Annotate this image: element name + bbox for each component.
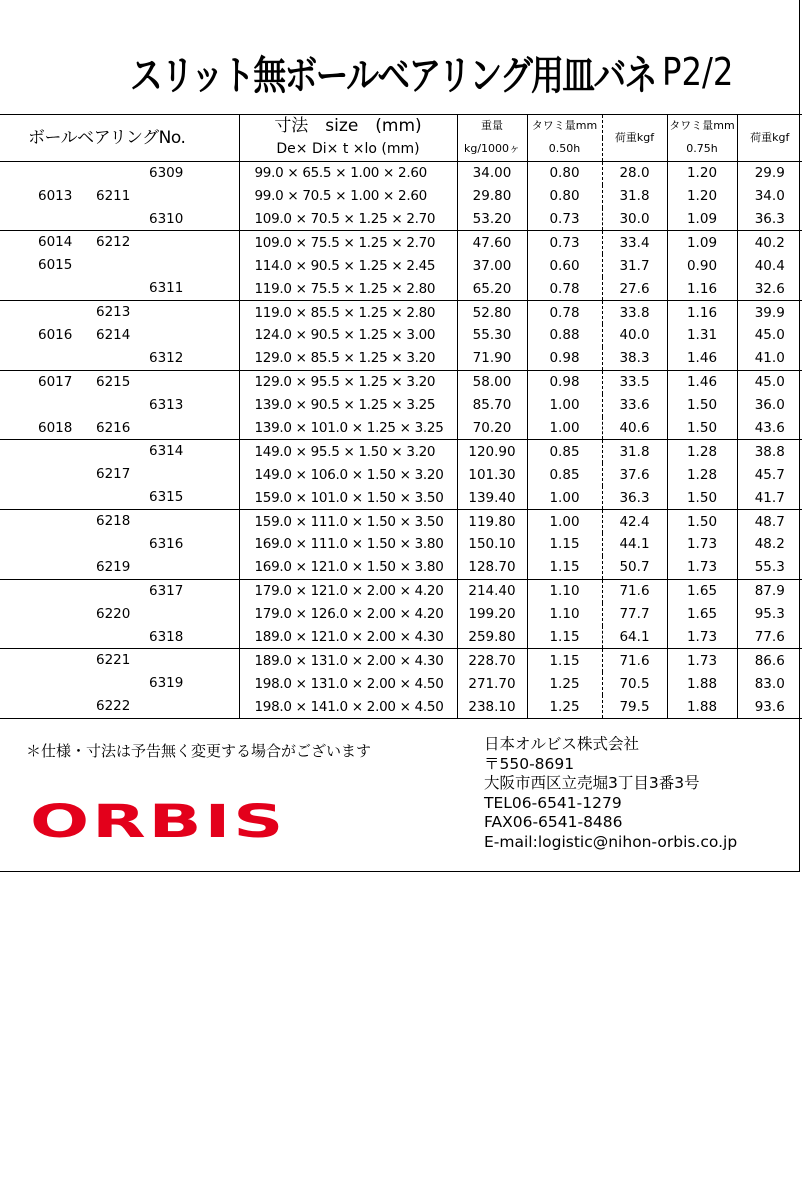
header-deflection-1-ratio: 0.50h xyxy=(527,138,602,161)
size-cell: 169.0 × 121.0 × 1.50 × 3.80 xyxy=(239,556,457,579)
spec-table-body xyxy=(0,161,802,718)
deflection-2-cell: 1.46 xyxy=(667,347,737,370)
bearing-no-cell xyxy=(0,370,239,393)
table-row xyxy=(0,347,802,370)
header-weight-unit: kg/1000ヶ xyxy=(457,138,527,161)
table-row xyxy=(0,161,802,184)
bearing-no-cell xyxy=(0,695,239,718)
deflection-2-cell: 1.28 xyxy=(667,440,737,463)
weight-cell: 199.20 xyxy=(457,603,527,626)
load-1-cell: 71.6 xyxy=(602,579,667,602)
load-1-cell: 40.0 xyxy=(602,324,667,347)
company-fax: FAX06-6541-8486 xyxy=(484,813,623,831)
bearing-63-series: 6319 xyxy=(149,675,184,692)
deflection-1-cell: 0.73 xyxy=(527,208,602,231)
bearing-63-series: 6316 xyxy=(149,536,184,553)
company-email[interactable]: E-mail:logistic@nihon-orbis.co.jp xyxy=(484,832,738,851)
weight-cell: 150.10 xyxy=(457,533,527,556)
load-1-cell: 31.8 xyxy=(602,440,667,463)
load-1-cell: 38.3 xyxy=(602,347,667,370)
deflection-1-cell: 1.25 xyxy=(527,672,602,695)
bearing-no-cell xyxy=(0,533,239,556)
bearing-63-series: 6310 xyxy=(149,210,184,227)
table-row xyxy=(0,208,802,231)
document-title: スリット無ボールベアリング用皿バネ xyxy=(130,53,656,99)
bearing-60-series: 6018 xyxy=(38,419,73,436)
deflection-2-cell: 0.90 xyxy=(667,254,737,277)
table-row xyxy=(0,486,802,509)
bearing-no-cell xyxy=(0,277,239,300)
orbis-logo: ORBIS xyxy=(30,795,287,849)
bearing-63-series: 6311 xyxy=(149,280,184,297)
weight-cell: 238.10 xyxy=(457,695,527,718)
table-row xyxy=(0,649,802,672)
bearing-no-cell xyxy=(0,486,239,509)
table-row xyxy=(0,556,802,579)
bearing-63-series: 6313 xyxy=(149,396,184,413)
table-row xyxy=(0,301,802,324)
deflection-2-cell: 1.73 xyxy=(667,556,737,579)
header-deflection-1: タワミ量mm xyxy=(527,115,602,138)
deflection-1-cell: 1.25 xyxy=(527,695,602,718)
weight-cell: 101.30 xyxy=(457,463,527,486)
bearing-62-series: 6222 xyxy=(96,698,131,715)
weight-cell: 65.20 xyxy=(457,277,527,300)
disclaimer-note: ＊仕様・寸法は予告無く変更する場合がございます xyxy=(26,742,372,760)
bearing-62-series: 6219 xyxy=(96,558,131,575)
size-cell: 99.0 × 70.5 × 1.00 × 2.60 xyxy=(239,185,457,208)
deflection-1-cell: 1.15 xyxy=(527,626,602,649)
size-cell: 198.0 × 131.0 × 2.00 × 4.50 xyxy=(239,672,457,695)
weight-cell: 29.80 xyxy=(457,185,527,208)
table-row xyxy=(0,370,802,393)
bearing-no-cell xyxy=(0,510,239,533)
table-row xyxy=(0,463,802,486)
load-2-cell: 83.0 xyxy=(737,672,802,695)
bearing-no-cell xyxy=(0,347,239,370)
deflection-1-cell: 0.80 xyxy=(527,185,602,208)
bearing-no-cell xyxy=(0,440,239,463)
deflection-2-cell: 1.73 xyxy=(667,649,737,672)
weight-cell: 34.00 xyxy=(457,161,527,184)
table-row xyxy=(0,417,802,440)
weight-cell: 55.30 xyxy=(457,324,527,347)
company-name: 日本オルビス株式会社 xyxy=(484,735,640,753)
load-2-cell: 41.0 xyxy=(737,347,802,370)
size-cell: 99.0 × 65.5 × 1.00 × 2.60 xyxy=(239,161,457,184)
bearing-no-cell xyxy=(0,579,239,602)
deflection-2-cell: 1.31 xyxy=(667,324,737,347)
load-1-cell: 40.6 xyxy=(602,417,667,440)
size-cell: 119.0 × 75.5 × 1.25 × 2.80 xyxy=(239,277,457,300)
bearing-60-series: 6014 xyxy=(38,234,73,251)
weight-cell: 52.80 xyxy=(457,301,527,324)
load-2-cell: 38.8 xyxy=(737,440,802,463)
load-2-cell: 48.2 xyxy=(737,533,802,556)
bearing-63-series: 6317 xyxy=(149,582,184,599)
load-1-cell: 33.6 xyxy=(602,394,667,417)
deflection-1-cell: 1.00 xyxy=(527,510,602,533)
size-cell: 129.0 × 95.5 × 1.25 × 3.20 xyxy=(239,370,457,393)
company-info xyxy=(484,735,737,852)
bearing-62-series: 6221 xyxy=(96,652,131,669)
deflection-2-cell: 1.50 xyxy=(667,417,737,440)
deflection-2-cell: 1.20 xyxy=(667,161,737,184)
company-tel: TEL06-6541-1279 xyxy=(484,793,622,812)
deflection-1-cell: 0.88 xyxy=(527,324,602,347)
bearing-no-cell xyxy=(0,231,239,254)
size-cell: 119.0 × 85.5 × 1.25 × 2.80 xyxy=(239,301,457,324)
bearing-62-series: 6216 xyxy=(96,419,131,436)
bearing-60-series: 6016 xyxy=(38,327,73,344)
bearing-no-cell xyxy=(0,161,239,184)
size-cell: 198.0 × 141.0 × 2.00 × 4.50 xyxy=(239,695,457,718)
weight-cell: 228.70 xyxy=(457,649,527,672)
bearing-63-series: 6314 xyxy=(149,443,184,460)
company-postal: 〒550-8691 xyxy=(484,754,575,773)
header-size-formula: De× Di× t ×lo (mm) xyxy=(239,138,457,161)
load-1-cell: 28.0 xyxy=(602,161,667,184)
bearing-no-cell xyxy=(0,254,239,277)
bearing-62-series: 6214 xyxy=(96,327,131,344)
deflection-1-cell: 0.98 xyxy=(527,370,602,393)
load-2-cell: 29.9 xyxy=(737,161,802,184)
company-address: 大阪市西区立売堀3丁目3番3号 xyxy=(484,774,700,792)
deflection-1-cell: 0.78 xyxy=(527,301,602,324)
deflection-2-cell: 1.20 xyxy=(667,185,737,208)
size-cell: 159.0 × 101.0 × 1.50 × 3.50 xyxy=(239,486,457,509)
bearing-63-series: 6312 xyxy=(149,349,184,366)
deflection-2-cell: 1.50 xyxy=(667,486,737,509)
deflection-2-cell: 1.50 xyxy=(667,394,737,417)
bearing-62-series: 6218 xyxy=(96,513,131,530)
deflection-1-cell: 1.10 xyxy=(527,603,602,626)
load-2-cell: 93.6 xyxy=(737,695,802,718)
bearing-no-cell xyxy=(0,463,239,486)
load-2-cell: 40.2 xyxy=(737,231,802,254)
header-deflection-2-ratio: 0.75h xyxy=(667,138,737,161)
load-1-cell: 27.6 xyxy=(602,277,667,300)
load-1-cell: 79.5 xyxy=(602,695,667,718)
deflection-1-cell: 0.60 xyxy=(527,254,602,277)
header-deflection-2: タワミ量mm xyxy=(667,115,737,138)
deflection-2-cell: 1.28 xyxy=(667,463,737,486)
deflection-1-cell: 0.80 xyxy=(527,161,602,184)
size-cell: 109.0 × 75.5 × 1.25 × 2.70 xyxy=(239,231,457,254)
deflection-1-cell: 1.00 xyxy=(527,417,602,440)
bearing-62-series: 6217 xyxy=(96,466,131,483)
deflection-1-cell: 0.78 xyxy=(527,277,602,300)
deflection-1-cell: 0.85 xyxy=(527,440,602,463)
load-2-cell: 48.7 xyxy=(737,510,802,533)
size-cell: 169.0 × 111.0 × 1.50 × 3.80 xyxy=(239,533,457,556)
bearing-63-series: 6309 xyxy=(149,164,184,181)
table-row xyxy=(0,603,802,626)
weight-cell: 85.70 xyxy=(457,394,527,417)
size-cell: 149.0 × 106.0 × 1.50 × 3.20 xyxy=(239,463,457,486)
table-row xyxy=(0,579,802,602)
bearing-62-series: 6211 xyxy=(96,187,131,204)
bearing-no-cell xyxy=(0,649,239,672)
weight-cell: 259.80 xyxy=(457,626,527,649)
weight-cell: 119.80 xyxy=(457,510,527,533)
load-2-cell: 77.6 xyxy=(737,626,802,649)
table-row xyxy=(0,533,802,556)
weight-cell: 120.90 xyxy=(457,440,527,463)
table-row xyxy=(0,185,802,208)
bearing-no-cell xyxy=(0,626,239,649)
load-2-cell: 40.4 xyxy=(737,254,802,277)
load-2-cell: 41.7 xyxy=(737,486,802,509)
size-cell: 179.0 × 121.0 × 2.00 × 4.20 xyxy=(239,579,457,602)
load-2-cell: 95.3 xyxy=(737,603,802,626)
load-2-cell: 45.0 xyxy=(737,324,802,347)
load-1-cell: 50.7 xyxy=(602,556,667,579)
weight-cell: 139.40 xyxy=(457,486,527,509)
load-1-cell: 33.5 xyxy=(602,370,667,393)
load-1-cell: 31.8 xyxy=(602,185,667,208)
size-cell: 139.0 × 90.5 × 1.25 × 3.25 xyxy=(239,394,457,417)
bearing-62-series: 6213 xyxy=(96,304,131,321)
load-1-cell: 33.8 xyxy=(602,301,667,324)
table-row xyxy=(0,626,802,649)
deflection-2-cell: 1.09 xyxy=(667,231,737,254)
deflection-1-cell: 0.85 xyxy=(527,463,602,486)
bearing-no-cell xyxy=(0,301,239,324)
load-2-cell: 32.6 xyxy=(737,277,802,300)
size-cell: 129.0 × 85.5 × 1.25 × 3.20 xyxy=(239,347,457,370)
bearing-60-series: 6017 xyxy=(38,373,73,390)
deflection-1-cell: 1.00 xyxy=(527,394,602,417)
load-1-cell: 70.5 xyxy=(602,672,667,695)
bearing-63-series: 6315 xyxy=(149,489,184,506)
bearing-60-series: 6015 xyxy=(38,257,73,274)
table-row xyxy=(0,394,802,417)
load-2-cell: 45.7 xyxy=(737,463,802,486)
load-2-cell: 34.0 xyxy=(737,185,802,208)
weight-cell: 128.70 xyxy=(457,556,527,579)
bearing-no-cell xyxy=(0,208,239,231)
size-cell: 109.0 × 70.5 × 1.25 × 2.70 xyxy=(239,208,457,231)
bearing-62-series: 6215 xyxy=(96,373,131,390)
size-cell: 179.0 × 126.0 × 2.00 × 4.20 xyxy=(239,603,457,626)
load-2-cell: 43.6 xyxy=(737,417,802,440)
weight-cell: 47.60 xyxy=(457,231,527,254)
load-1-cell: 37.6 xyxy=(602,463,667,486)
deflection-2-cell: 1.09 xyxy=(667,208,737,231)
bearing-62-series: 6220 xyxy=(96,605,131,622)
table-row xyxy=(0,672,802,695)
page-number: P2/2 xyxy=(662,50,734,94)
bearing-no-cell xyxy=(0,603,239,626)
load-1-cell: 44.1 xyxy=(602,533,667,556)
deflection-2-cell: 1.50 xyxy=(667,510,737,533)
bearing-no-cell xyxy=(0,185,239,208)
weight-cell: 37.00 xyxy=(457,254,527,277)
load-2-cell: 45.0 xyxy=(737,370,802,393)
load-1-cell: 42.4 xyxy=(602,510,667,533)
bearing-no-cell xyxy=(0,672,239,695)
weight-cell: 214.40 xyxy=(457,579,527,602)
size-cell: 124.0 × 90.5 × 1.25 × 3.00 xyxy=(239,324,457,347)
weight-cell: 58.00 xyxy=(457,370,527,393)
size-cell: 114.0 × 90.5 × 1.25 × 2.45 xyxy=(239,254,457,277)
load-1-cell: 30.0 xyxy=(602,208,667,231)
header-load-1: 荷重kgf xyxy=(602,115,667,162)
table-row xyxy=(0,254,802,277)
deflection-2-cell: 1.88 xyxy=(667,695,737,718)
load-1-cell: 31.7 xyxy=(602,254,667,277)
deflection-2-cell: 1.46 xyxy=(667,370,737,393)
deflection-1-cell: 1.15 xyxy=(527,556,602,579)
deflection-2-cell: 1.16 xyxy=(667,277,737,300)
load-1-cell: 36.3 xyxy=(602,486,667,509)
size-cell: 139.0 × 101.0 × 1.25 × 3.25 xyxy=(239,417,457,440)
weight-cell: 53.20 xyxy=(457,208,527,231)
table-row xyxy=(0,695,802,718)
deflection-2-cell: 1.73 xyxy=(667,626,737,649)
deflection-1-cell: 1.00 xyxy=(527,486,602,509)
table-row xyxy=(0,324,802,347)
size-cell: 159.0 × 111.0 × 1.50 × 3.50 xyxy=(239,510,457,533)
header-load-2: 荷重kgf xyxy=(737,115,802,162)
load-1-cell: 71.6 xyxy=(602,649,667,672)
load-2-cell: 86.6 xyxy=(737,649,802,672)
table-row xyxy=(0,277,802,300)
header-row-1 xyxy=(0,115,802,138)
load-2-cell: 39.9 xyxy=(737,301,802,324)
deflection-2-cell: 1.65 xyxy=(667,603,737,626)
load-2-cell: 87.9 xyxy=(737,579,802,602)
deflection-1-cell: 1.15 xyxy=(527,649,602,672)
load-2-cell: 36.3 xyxy=(737,208,802,231)
load-2-cell: 55.3 xyxy=(737,556,802,579)
size-cell: 149.0 × 95.5 × 1.50 × 3.20 xyxy=(239,440,457,463)
deflection-2-cell: 1.88 xyxy=(667,672,737,695)
bearing-62-series: 6212 xyxy=(96,234,131,251)
size-cell: 189.0 × 121.0 × 2.00 × 4.30 xyxy=(239,626,457,649)
load-1-cell: 33.4 xyxy=(602,231,667,254)
header-bearing-no: ボールベアリングNo. xyxy=(0,115,239,162)
load-2-cell: 36.0 xyxy=(737,394,802,417)
bearing-no-cell xyxy=(0,394,239,417)
table-row xyxy=(0,231,802,254)
deflection-1-cell: 1.10 xyxy=(527,579,602,602)
bearing-63-series: 6318 xyxy=(149,628,184,645)
bearing-no-cell xyxy=(0,417,239,440)
table-row xyxy=(0,510,802,533)
bearing-no-cell xyxy=(0,556,239,579)
table-row xyxy=(0,440,802,463)
deflection-1-cell: 1.15 xyxy=(527,533,602,556)
deflection-2-cell: 1.73 xyxy=(667,533,737,556)
header-weight: 重量 xyxy=(457,115,527,138)
header-size: 寸法 size (mm) xyxy=(239,115,457,138)
deflection-1-cell: 0.73 xyxy=(527,231,602,254)
bearing-60-series: 6013 xyxy=(38,187,73,204)
load-1-cell: 64.1 xyxy=(602,626,667,649)
deflection-2-cell: 1.65 xyxy=(667,579,737,602)
weight-cell: 70.20 xyxy=(457,417,527,440)
weight-cell: 71.90 xyxy=(457,347,527,370)
spec-table xyxy=(0,114,802,719)
deflection-2-cell: 1.16 xyxy=(667,301,737,324)
size-cell: 189.0 × 131.0 × 2.00 × 4.30 xyxy=(239,649,457,672)
bearing-no-cell xyxy=(0,324,239,347)
load-1-cell: 77.7 xyxy=(602,603,667,626)
weight-cell: 271.70 xyxy=(457,672,527,695)
deflection-1-cell: 0.98 xyxy=(527,347,602,370)
